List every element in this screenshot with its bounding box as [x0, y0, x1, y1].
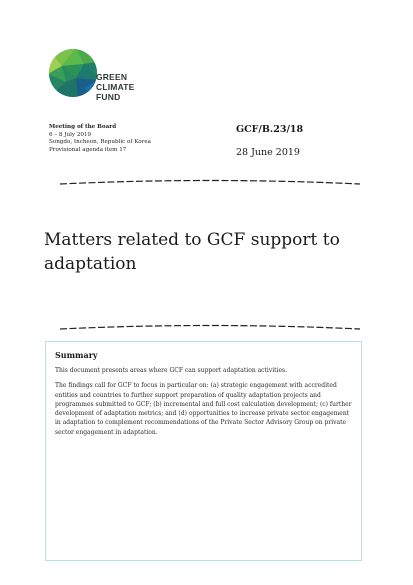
logo-line-green: GREEN	[96, 72, 128, 82]
globe-icon	[48, 48, 98, 98]
document-date: 28 June 2019	[236, 147, 300, 158]
document-title: Matters related to GCF support to adaptation	[44, 230, 340, 274]
meeting-dates: 6 – 8 July 2019	[49, 131, 92, 138]
summary-paragraph-2: The findings call for GCF to focus in particular on: (a) strategic engagement with accredited entities and countries to further support preparation of quality adaptation projects and programmes submitted to GCF; (b) incremental and full cost calculation development; (c) further development of adaptation metrics; and (d) opportunities to increase private sector engagement in adaptation to complement recommendations of the Private Sector Advisory Group on private sector engagement in adaptation.	[55, 382, 352, 436]
summary-heading: Summary	[55, 350, 98, 360]
agenda-item: Provisional agenda item 17	[49, 146, 127, 153]
top-divider	[60, 177, 360, 187]
logo-wordmark	[96, 72, 135, 102]
gcf-logo	[48, 48, 158, 110]
summary-box	[45, 341, 362, 561]
meeting-info	[49, 124, 151, 154]
summary-paragraph-1: This document presents areas where GCF can support adaptation activities.	[55, 367, 288, 374]
document-code: GCF/B.23/18	[236, 124, 304, 135]
logo-line-fund: FUND	[96, 92, 121, 102]
meeting-title: Meeting of the Board	[49, 124, 117, 130]
meeting-location: Songdo, Incheon, Republic of Korea	[49, 139, 151, 146]
bottom-divider	[60, 322, 360, 332]
logo-line-climate: CLIMATE	[96, 82, 135, 92]
